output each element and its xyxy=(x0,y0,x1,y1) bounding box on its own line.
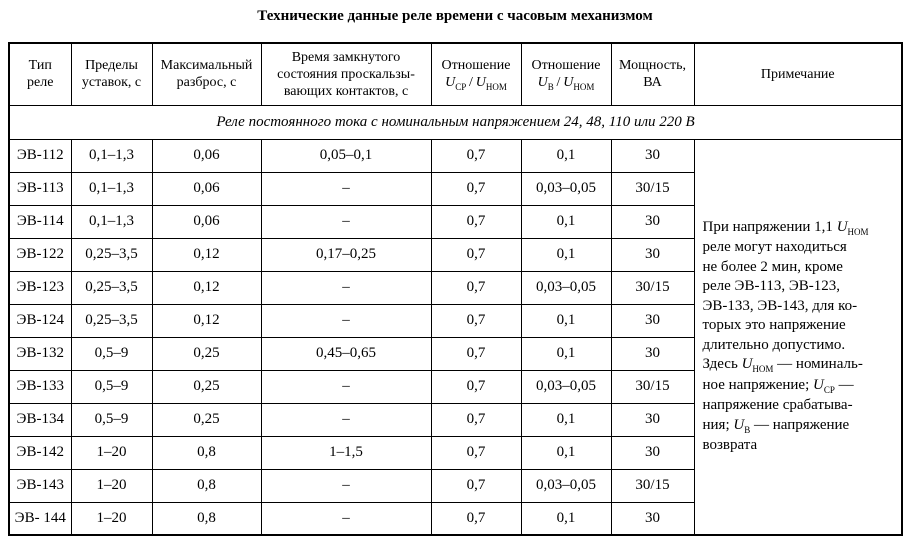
cell-range: 0,5–9 xyxy=(71,337,152,370)
cell-spread: 0,06 xyxy=(152,205,261,238)
cell-type: ЭВ-142 xyxy=(9,436,71,469)
cell-range: 1–20 xyxy=(71,469,152,502)
cell-spread: 0,12 xyxy=(152,271,261,304)
cell-range: 1–20 xyxy=(71,436,152,469)
cell-type: ЭВ-123 xyxy=(9,271,71,304)
table-header-row xyxy=(9,43,902,105)
cell-ratio-sr: 0,7 xyxy=(431,436,521,469)
cell-type: ЭВ-114 xyxy=(9,205,71,238)
cell-type: ЭВ-133 xyxy=(9,370,71,403)
cell-ratio-sr: 0,7 xyxy=(431,205,521,238)
cell-ratio-v: 0,03–0,05 xyxy=(521,172,611,205)
cell-ratio-sr: 0,7 xyxy=(431,304,521,337)
group-header-row xyxy=(9,105,902,139)
ratio-formula-uv-unom: $U_В / U_{НОМ}$ xyxy=(537,74,595,92)
cell-spread: 0,06 xyxy=(152,139,261,172)
cell-slip-time: 0,17–0,25 xyxy=(261,238,431,271)
cell-spread: 0,12 xyxy=(152,304,261,337)
cell-slip-time: 0,05–0,1 xyxy=(261,139,431,172)
cell-power: 30 xyxy=(611,139,694,172)
column-header-setting-range: Пределы уставок, с xyxy=(71,43,152,105)
cell-slip-time: – xyxy=(261,469,431,502)
cell-type: ЭВ- 144 xyxy=(9,502,71,535)
column-header-slip-contact-time: Время замкнутого состояния проскальзы- вающих контактов, с xyxy=(261,43,431,105)
cell-range: 0,1–1,3 xyxy=(71,205,152,238)
cell-range: 0,25–3,5 xyxy=(71,271,152,304)
relay-table-body xyxy=(9,139,902,535)
cell-range: 0,1–1,3 xyxy=(71,172,152,205)
cell-ratio-sr: 0,7 xyxy=(431,271,521,304)
cell-type: ЭВ-113 xyxy=(9,172,71,205)
cell-ratio-sr: 0,7 xyxy=(431,172,521,205)
cell-ratio-sr: 0,7 xyxy=(431,469,521,502)
cell-type: ЭВ-132 xyxy=(9,337,71,370)
cell-power: 30 xyxy=(611,337,694,370)
cell-ratio-v: 0,1 xyxy=(521,238,611,271)
cell-ratio-v: 0,1 xyxy=(521,304,611,337)
column-header-ratio-uv-unom: Отношение $U_В / U_{НОМ}$ xyxy=(521,43,611,105)
cell-type: ЭВ-134 xyxy=(9,403,71,436)
cell-slip-time: – xyxy=(261,271,431,304)
cell-ratio-v: 0,1 xyxy=(521,502,611,535)
cell-ratio-sr: 0,7 xyxy=(431,238,521,271)
column-header-ratio-usr-unom: Отношение $U_{СР} / U_{НОМ}$ xyxy=(431,43,521,105)
cell-slip-time: – xyxy=(261,370,431,403)
group-header-dc-relays: Реле постоянного тока с номинальным напряжением 24, 48, 110 или 220 В xyxy=(9,105,902,139)
cell-ratio-v: 0,1 xyxy=(521,337,611,370)
cell-slip-time: 0,45–0,65 xyxy=(261,337,431,370)
cell-ratio-v: 0,03–0,05 xyxy=(521,271,611,304)
cell-slip-time: – xyxy=(261,205,431,238)
cell-power: 30 xyxy=(611,205,694,238)
note-cell xyxy=(694,139,902,535)
cell-spread: 0,8 xyxy=(152,436,261,469)
cell-slip-time: – xyxy=(261,403,431,436)
cell-ratio-v: 0,03–0,05 xyxy=(521,370,611,403)
cell-spread: 0,25 xyxy=(152,337,261,370)
note-text: При напряжении 1,1 $U_{НОМ}$ реле могут находиться не более 2 мин, кроме реле ЭВ-113, ЭВ-123, ЭВ-133, ЭВ-143, для ко- торых это напряжение длительно допустимо. Здесь $U_{НОМ}$ — номиналь- ное напряжение; $U_{СР}$ — напряжение срабатыва- ния; $U_В$ — напряжение возврата xyxy=(702,218,869,454)
cell-power: 30 xyxy=(611,436,694,469)
cell-range: 0,25–3,5 xyxy=(71,304,152,337)
cell-power: 30 xyxy=(611,304,694,337)
cell-power: 30/15 xyxy=(611,469,694,502)
cell-spread: 0,25 xyxy=(152,403,261,436)
cell-ratio-sr: 0,7 xyxy=(431,502,521,535)
cell-power: 30 xyxy=(611,238,694,271)
cell-ratio-sr: 0,7 xyxy=(431,370,521,403)
cell-type: ЭВ-124 xyxy=(9,304,71,337)
cell-slip-time: – xyxy=(261,172,431,205)
cell-ratio-v: 0,1 xyxy=(521,403,611,436)
column-header-max-spread: Максимальный разброс, с xyxy=(152,43,261,105)
cell-power: 30/15 xyxy=(611,271,694,304)
cell-spread: 0,8 xyxy=(152,469,261,502)
cell-range: 0,5–9 xyxy=(71,403,152,436)
cell-ratio-v: 0,1 xyxy=(521,205,611,238)
table-row xyxy=(9,139,902,172)
cell-range: 0,1–1,3 xyxy=(71,139,152,172)
cell-power: 30/15 xyxy=(611,370,694,403)
column-header-relay-type: Тип реле xyxy=(9,43,71,105)
page-title: Технические данные реле времени с часовым механизмом xyxy=(257,8,653,24)
cell-range: 1–20 xyxy=(71,502,152,535)
cell-type: ЭВ-122 xyxy=(9,238,71,271)
cell-power: 30 xyxy=(611,403,694,436)
cell-ratio-v: 0,03–0,05 xyxy=(521,469,611,502)
column-header-note: Примечание xyxy=(694,43,902,105)
cell-slip-time: 1–1,5 xyxy=(261,436,431,469)
cell-type: ЭВ-112 xyxy=(9,139,71,172)
relay-specs-table xyxy=(8,42,903,536)
cell-ratio-sr: 0,7 xyxy=(431,337,521,370)
cell-power: 30 xyxy=(611,502,694,535)
cell-ratio-v: 0,1 xyxy=(521,436,611,469)
cell-spread: 0,06 xyxy=(152,172,261,205)
cell-range: 0,25–3,5 xyxy=(71,238,152,271)
cell-spread: 0,25 xyxy=(152,370,261,403)
cell-power: 30/15 xyxy=(611,172,694,205)
cell-slip-time: – xyxy=(261,304,431,337)
cell-slip-time: – xyxy=(261,502,431,535)
ratio-formula-usr-unom: $U_{СР} / U_{НОМ}$ xyxy=(445,74,507,92)
cell-spread: 0,8 xyxy=(152,502,261,535)
cell-range: 0,5–9 xyxy=(71,370,152,403)
cell-ratio-sr: 0,7 xyxy=(431,139,521,172)
cell-ratio-sr: 0,7 xyxy=(431,403,521,436)
cell-type: ЭВ-143 xyxy=(9,469,71,502)
column-header-power: Мощность, ВА xyxy=(611,43,694,105)
cell-ratio-v: 0,1 xyxy=(521,139,611,172)
cell-spread: 0,12 xyxy=(152,238,261,271)
